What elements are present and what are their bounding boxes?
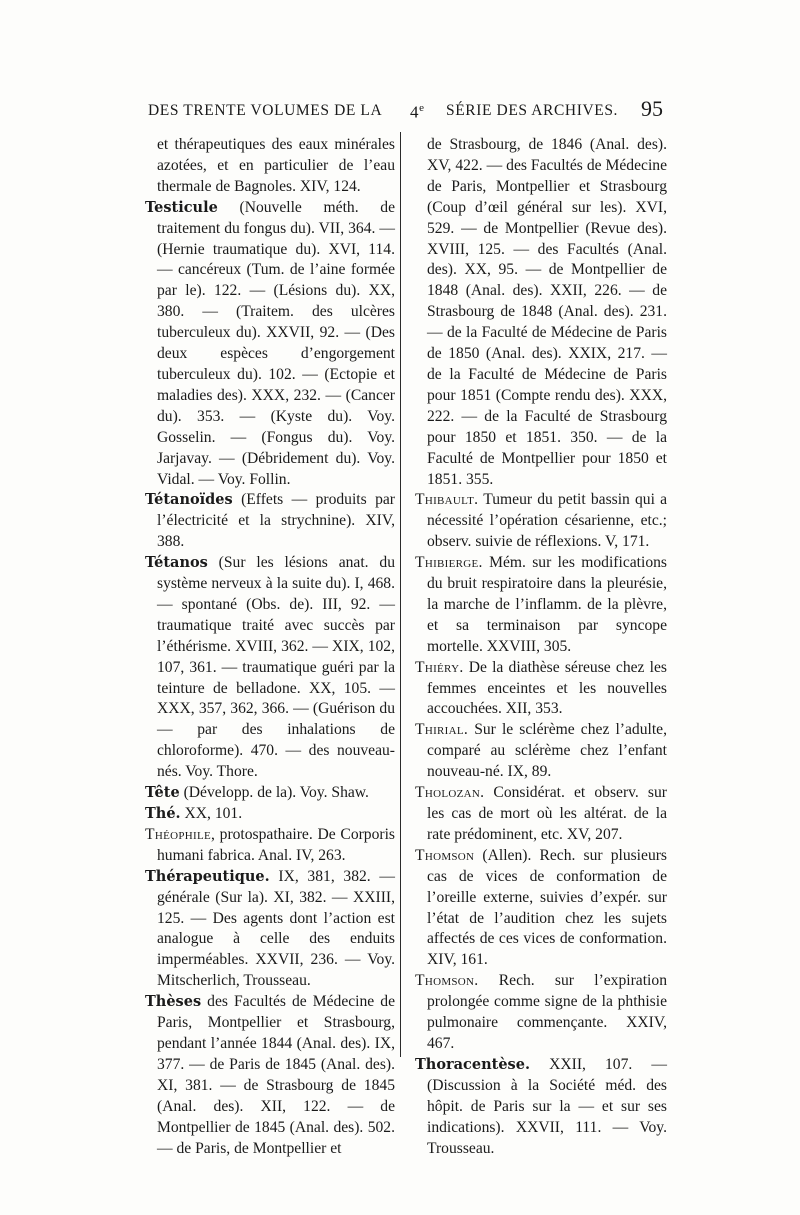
- index-entry: [415, 720, 667, 783]
- index-entry: [415, 971, 667, 1055]
- entry-headword: Tête: [145, 784, 180, 802]
- page-number: 95: [641, 96, 663, 121]
- entry-text: (Effets — produits par l’électricité et la strychnine). XIV, 388.: [157, 491, 395, 551]
- index-entry-continued: [415, 135, 667, 490]
- running-title: DES TRENTE VOLUMES DE LA: [148, 102, 383, 119]
- entry-text: XXII, 107. — (Discussion à la Société méd. des hôpit. de Paris sur la — et sur ses indications). XXVII, 111. — Voy. Trousseau.: [427, 1055, 667, 1157]
- entry-text: Mém. sur les modifications du bruit respiratoire dans la pleurésie, la marche de l’inflamm. de la plèvre, et sa terminaison par syncope mortelle. XXVIII, 305.: [427, 554, 667, 655]
- index-entry: [415, 553, 667, 658]
- index-entry: [145, 553, 395, 783]
- column-divider: [400, 132, 401, 1057]
- entry-text: (Développ. de la). Voy. Shaw.: [179, 784, 369, 802]
- index-entry: [415, 658, 667, 721]
- entry-text: des Facultés de Médecine de Paris, Montpellier et Strasbourg, pendant l’année 1844 (Anal. des). IX, 377. — de Paris de 1845 (Anal. des). XI, 381. — de Strasbourg de 1845 (Anal. des). XII, 122. — de Montpellier de 1845 (Anal. des). 502. — de Paris, de Montpellier et: [157, 993, 395, 1157]
- entry-text: Considérat. et observ. sur les cas de mort où les altérat. de la rate prédominent, etc. XV, 207.: [427, 784, 667, 843]
- entry-text: de Strasbourg, de 1846 (Anal. des). XV, 422. — des Facultés de Médecine de Paris, Montpellier et Strasbourg (Coup d’œil général sur les). XVI, 529. — de Montpellier (Revue des). XVIII, 125. — des Facultés (Anal. des). XX, 95. — de Montpellier de 1848 (Anal. des). XXII, 226. — de Strasbourg de 1848 (Anal. des). 231. — de la Faculté de Médecine de Paris de 1850 (Anal. des). XXIX, 217. — de la Faculté de Médecine de Paris pour 1851 (Compte rendu des). XXX, 222. — de la Faculté de Strasbourg pour 1850 et 1851. 350. — de la Faculté de Montpellier pour 1850 et 1851. 355.: [427, 136, 667, 488]
- index-entry: [145, 783, 395, 804]
- entry-text: (Nouvelle méth. de traitement du fongus du). VII, 364. — (Hernie traumatique du). XVI, 114. — cancéreux (Tum. de l’aine formée par le). 122. — (Lésions du). XX, 380. — (Traitem. des ulcères tuberculeux du). XXVII, 92. — (Des deux espèces d’engorgement tuberculeux du). 102. — (Ectopie et maladies des). XXX, 232. — (Cancer du). 353. — (Kyste du). Voy. Gosselin. — (Fongus du). Voy. Jarjavay. — (Débridement du). Voy. Vidal. — Voy. Follin.: [157, 198, 395, 488]
- index-entry: [145, 992, 395, 1159]
- entry-text: (Allen). Rech. sur plusieurs cas de vices de conformation de l’oreille externe, suivies d’expér. sur l’état de l’audition chez les sujets affectés de ces vices de conformation. XIV, 161.: [427, 846, 667, 969]
- entry-headword: Thibault.: [415, 491, 479, 509]
- index-entry: [415, 1055, 667, 1160]
- entry-text: (Sur les lésions anat. du système nerveux à la suite du). I, 468. — spontané (Obs. de). III, 92. — traumatique traité avec succès par l’éthérisme. XVIII, 362. — XIX, 102, 107, 361. — traumatique guéri par la teinture de belladone. XX, 105. — XXX, 357, 362, 366. — (Guérison du — par des inhalations de chloroforme). 470. — des nouveau-nés. Voy. Thore.: [157, 554, 395, 781]
- series-digit: 4: [410, 102, 420, 122]
- entry-headword: Thomson.: [415, 972, 479, 990]
- entry-headword: Thiéry.: [415, 658, 464, 676]
- index-entry: [415, 490, 667, 553]
- entry-headword: Théophile: [145, 825, 211, 843]
- entry-text: Tumeur du petit bassin qui a nécessité l’opération césarienne, etc.; observ. suivie de réflexions. V, 171.: [427, 491, 667, 551]
- right-column: [415, 135, 667, 1159]
- entry-headword: Thèses: [145, 993, 202, 1011]
- entry-headword: Thibierge.: [415, 554, 483, 572]
- index-entry: [415, 783, 667, 846]
- index-entry: [145, 490, 395, 553]
- left-column: [145, 135, 395, 1159]
- entry-text: , protospathaire. De Corporis humani fabrica. Anal. IV, 263.: [157, 825, 395, 864]
- entry-headword: Tétanos: [145, 554, 208, 572]
- entry-text: IX, 381, 382. — générale (Sur la). XI, 382. — XXIII, 125. — Des agents dont l’action est analogue à celle des enduits imperméables. XXVII, 236. — Voy. Mitscherlich, Trousseau.: [157, 867, 395, 990]
- running-head: [148, 96, 663, 126]
- entry-text: De la diathèse séreuse chez les femmes enceintes et les nouvelles accouchées. XII, 353.: [427, 658, 667, 718]
- entry-headword: Thirial.: [415, 721, 469, 739]
- entry-headword: Tholozan.: [415, 784, 485, 802]
- entry-text: Sur le sclérème chez l’adulte, comparé au sclérème chez l’enfant nouveau-né. IX, 89.: [427, 721, 667, 781]
- series-superscript: e: [419, 102, 425, 114]
- entry-headword: Thomson: [415, 846, 475, 864]
- index-entry-continued: [145, 135, 395, 198]
- index-entry: [145, 825, 395, 867]
- index-entry: [145, 867, 395, 992]
- index-entry: [145, 198, 395, 491]
- entry-text: Rech. sur l’expiration prolongée comme signe de la phthisie pulmonaire commençante. XXIV, 467.: [427, 972, 667, 1052]
- index-entry: [145, 804, 395, 825]
- entry-text: XX, 101.: [180, 805, 243, 822]
- entry-headword: Thé.: [145, 805, 181, 822]
- series-number: [410, 102, 425, 123]
- running-title-continued: SÉRIE DES ARCHIVES.: [446, 102, 619, 119]
- entry-headword: Tétanoïdes: [145, 491, 233, 509]
- entry-headword: Thérapeutique.: [145, 867, 270, 885]
- entry-headword: Thoracentèse.: [415, 1055, 530, 1073]
- index-entry: [415, 846, 667, 971]
- entry-text: et thérapeutiques des eaux minérales azotées, et en particulier de l’eau thermale de Bagnoles. XIV, 124.: [157, 136, 395, 195]
- entry-headword: Testicule: [145, 198, 218, 216]
